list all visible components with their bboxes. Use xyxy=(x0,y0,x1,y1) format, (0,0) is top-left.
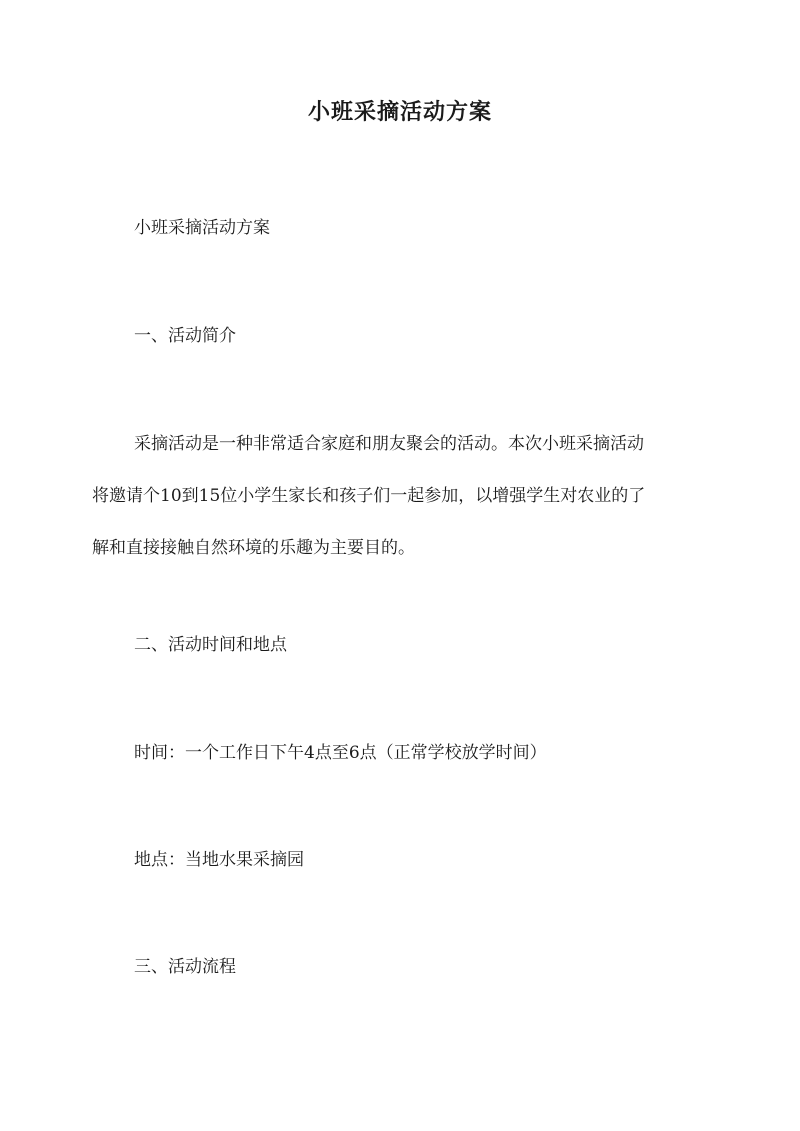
intro-paragraph xyxy=(92,418,704,574)
section-heading-process: 三、活动流程 xyxy=(134,957,236,977)
section-heading-time-place: 二、活动时间和地点 xyxy=(134,635,287,655)
document-title: 小班采摘活动方案 xyxy=(307,99,492,125)
intro-paragraph-line: 将邀请个10到15位小学生家长和孩子们一起参加，以增强学生对农业的了 xyxy=(92,486,646,506)
activity-time: 时间：一个工作日下午4点至6点（正常学校放学时间） xyxy=(134,743,547,763)
document-subtitle: 小班采摘活动方案 xyxy=(134,218,270,238)
intro-paragraph-line: 解和直接接触自然环境的乐趣为主要目的。 xyxy=(92,538,415,558)
section-heading-intro: 一、活动简介 xyxy=(134,326,236,346)
activity-place: 地点：当地水果采摘园 xyxy=(134,850,304,870)
intro-paragraph-line: 采摘活动是一种非常适合家庭和朋友聚会的活动。本次小班采摘活动 xyxy=(134,434,644,454)
